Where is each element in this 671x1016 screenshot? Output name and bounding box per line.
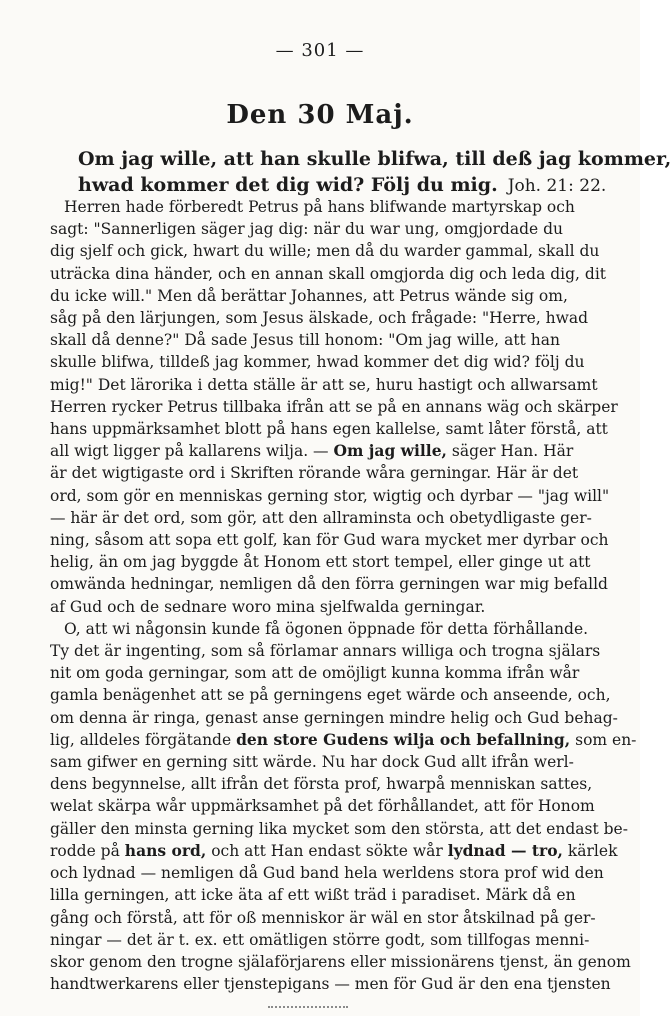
text-line: du icke will." Men då berättar Johannes, att Petrus wände sig om, — [50, 286, 568, 305]
emphasis-lydnad: lydnad — tro, — [447, 840, 563, 860]
emphasis-den-store: den store Gudens wilja och befallning, — [236, 729, 571, 749]
text-line: — här är det ord, som gör, att den allraminsta och obetydligaste ger- — [50, 508, 592, 527]
verse-line-2-text: hwad kommer det dig wid? Följ du mig. — [78, 174, 498, 196]
emphasis-om-jag-wille: Om jag wille, — [333, 441, 447, 461]
text-line: såg på den lärjungen, som Jesus älskade, och frågade: "Herre, hwad — [50, 309, 589, 328]
text-segment: som en- — [575, 730, 637, 749]
text-line — [50, 729, 637, 751]
text-segment: och att Han endast sökte wår — [211, 841, 443, 860]
verse-reference: Joh. 21: 22. — [507, 176, 607, 196]
text-line: ning, såsom att sopa ett golf, kan för Gud wara mycket mer dyrbar och — [50, 531, 609, 550]
text-line: ord, som gör en menniskas gerning stor, wigtig och dyrbar — "jag will" — [50, 486, 610, 505]
page-number: — 301 — — [275, 40, 365, 61]
text-line: sam gifwer en gerning sitt wärde. Nu har dock Gud allt ifrån werl- — [50, 753, 574, 772]
text-line: uträcka dina händer, och en annan skall omgjorda dig och leda dig, dit — [50, 264, 607, 283]
text-line — [50, 840, 618, 862]
text-line: gamla benägenhet att se på gerningens eget wärde och anseende, och, — [50, 686, 611, 705]
text-line: Ty det är ingenting, som så förlamar annars williga och trogna själars — [50, 642, 601, 661]
text-line: är det wigtigaste ord i Skriften rörande wåra gerningar. Här är det — [50, 464, 579, 483]
text-line: omwända hedningar, nemligen då den förra gerningen war mig befalld — [50, 575, 608, 594]
text-line: gång och förstå, att för oß menniskor är wäl en stor åtskilnad på ger- — [50, 908, 596, 927]
text-line: Herren rycker Petrus tillbaka ifrån att se på en annans wäg och skärper — [50, 397, 618, 416]
text-line: hans uppmärksamhet blott på hans egen kallelse, samt låter förstå, att — [50, 420, 608, 439]
text-segment: säger Han. Här — [451, 442, 574, 461]
text-line: ningar — det är t. ex. ett omätligen större godt, som tillfogas menni- — [50, 930, 590, 949]
text-line: dens begynnelse, allt ifrån det första prof, hwarpå menniskan sattes, — [50, 775, 593, 794]
text-line: gäller den minsta gerning lika mycket som den största, att det endast be- — [50, 819, 628, 838]
verse-line-1: Om jag wille, att han skulle blifwa, till deß jag kommer, — [78, 148, 671, 170]
text-line: Herren hade förberedt Petrus på hans blifwande martyrskap och — [64, 198, 575, 216]
text-line: skall då denne?" Då sade Jesus till honom: "Om jag wille, att han — [50, 331, 560, 350]
text-line: sagt: "Sannerligen säger jag dig: när du war ung, omgjordade du — [50, 220, 563, 239]
devotional-text — [50, 196, 637, 995]
text-line: och lydnad — nemligen då Gud band hela werldens stora prof wid den — [50, 864, 604, 883]
text-line: nit om goda gerningar, som att de omöjligt kunna komma ifrån wår — [50, 664, 580, 683]
text-line: om denna är ringa, genast anse gerningen mindre helig och Gud behag- — [50, 708, 618, 727]
text-line: O, att wi någonsin kunde få ögonen öppnade för detta förhållande. — [64, 619, 589, 638]
text-line: mig!" Det lärorika i detta ställe är att se, huru hastigt och allwarsamt — [50, 375, 598, 394]
emphasis-hans-ord: hans ord, — [124, 840, 207, 860]
verse-line-2 — [78, 172, 607, 199]
text-segment: lig, alldeles förgätande — [50, 730, 232, 749]
text-line: skor genom den trogne själaförjarens eller missionärens tjenst, än genom — [50, 952, 631, 971]
text-line: lilla gerningen, att icke äta af ett wißt träd i paradiset. Märk då en — [50, 886, 576, 905]
text-line: helig, än om jag byggde åt Honom ett stort tempel, eller ginge ut att — [50, 553, 591, 572]
text-line: handtwerkarens eller tjenstepigans — men för Gud är den ena tjensten — [50, 975, 611, 994]
text-segment: all wigt ligger på kallarens wilja. — — [50, 442, 329, 461]
page-title: Den 30 Maj. — [226, 100, 414, 130]
bible-verse — [78, 146, 671, 199]
text-line: dig sjelf och gick, hwart du wille; men då du warder gammal, skall du — [50, 242, 600, 261]
text-line: skulle blifwa, tilldeß jag kommer, hwad kommer det dig wid? följ du — [50, 353, 585, 372]
text-segment: rodde på — [50, 841, 120, 860]
text-segment: kärlek — [567, 841, 618, 860]
printer-mark — [268, 1000, 348, 1008]
text-line: af Gud och de sednare woro mina sjelfwalda gerningar. — [50, 597, 486, 616]
text-line: welat skärpa wår uppmärksamhet på det förhållandet, att för Honom — [50, 797, 595, 816]
text-line — [50, 440, 574, 462]
